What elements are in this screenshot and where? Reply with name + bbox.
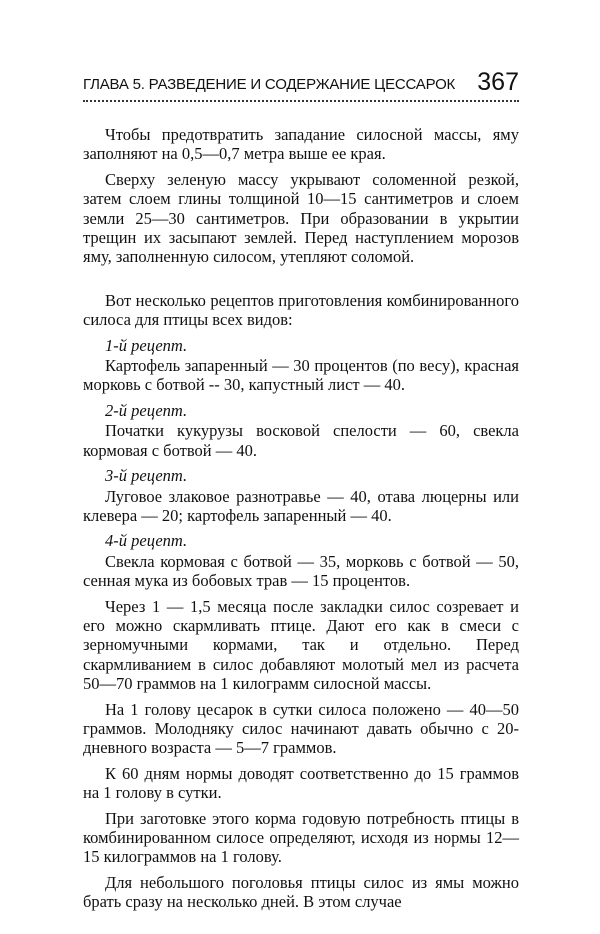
recipe-heading: 1-й рецепт. [105, 335, 188, 355]
running-header [83, 68, 519, 102]
paragraph: Вот несколько рецептов приготовления комбинированного силоса для птицы всех видов: [83, 290, 519, 330]
paragraph: Для небольшого поголовья птицы силос из ямы можно брать сразу на несколько дней. В этом случае [83, 872, 519, 912]
paragraph: На 1 голову цесарок в сутки силоса положено — 40—50 граммов. Молодняку силос начинают давать обычно с 20-дневного возраста — 5—7 граммов. [83, 699, 519, 758]
paragraph: Сверху зеленую массу укрывают соломенной резкой, затем слоем глины толщиной 10—15 сантиметров и слоем земли 25—30 сантиметров. При образовании в укрытии трещин их засыпают землей. Перед наступлением морозов яму, заполненную силосом, утепляют соломой. [83, 169, 519, 267]
paragraph: Картофель запаренный — 30 процентов (по весу), красная морковь с ботвой -- 30, капустный лист — 40. [83, 356, 519, 395]
body-text [83, 125, 519, 918]
paragraph: Луговое злаковое разнотравье — 40, отава люцерны или клевера — 20; картофель запаренный — 40. [83, 486, 519, 525]
recipe-heading: 4-й рецепт. [105, 531, 188, 551]
paragraph: К 60 дням нормы доводят соответственно до 15 граммов на 1 голову в сутки. [83, 763, 519, 803]
paragraph: Через 1 — 1,5 месяца после закладки силос созревает и его можно скармливать птице. Дают его как в смеси с зерномучными кормами, так и отдельно. Перед скармливанием в силос добавляют молотый мел из расчета 50—70 граммов на 1 килограмм силосной массы. [83, 596, 519, 694]
header-divider [83, 100, 519, 102]
paragraph: Чтобы предотвратить западание силосной массы, яму заполняют на 0,5—0,7 метра выше ее края. [83, 125, 519, 164]
paragraph: Початки кукурузы восковой спелости — 60, свекла кормовая с ботвой — 40. [83, 421, 519, 460]
page-number: 367 [477, 68, 519, 96]
recipe-heading: 3-й рецепт. [105, 466, 188, 486]
paragraph: Свекла кормовая с ботвой — 35, морковь с ботвой — 50, сенная мука из бобовых трав — 15 процентов. [83, 551, 519, 591]
chapter-title: ГЛАВА 5. РАЗВЕДЕНИЕ И СОДЕРЖАНИЕ ЦЕССАРОК [83, 76, 456, 93]
recipe-heading: 2-й рецепт. [105, 400, 188, 420]
paragraph: При заготовке этого корма годовую потребность птицы в комбинированном силосе определяют, исходя из нормы 12—15 килограммов на 1 голову. [83, 808, 519, 867]
